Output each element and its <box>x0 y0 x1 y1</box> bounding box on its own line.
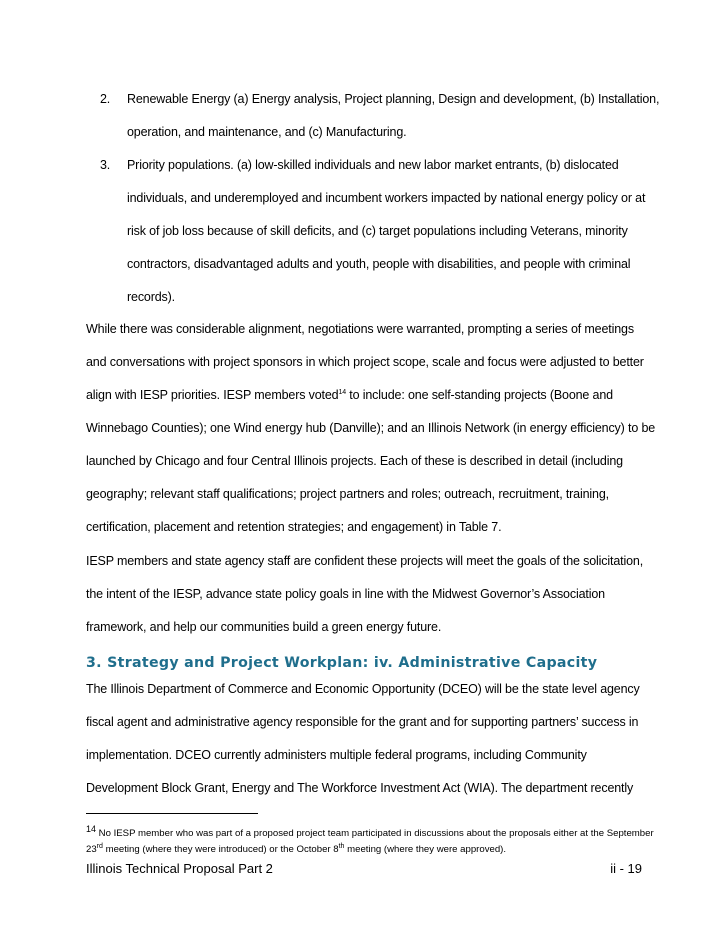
administrative-capacity-paragraph: The Illinois Department of Commerce and Economic Opportunity (DCEO) will be the state level agency fiscal agent and administrative agency responsible for the grant and for supporting partners’ success in implementation. DCEO currently administers multiple federal programs, including Community Development Block Grant, Energy and The Workforce Investment Act (WIA). The department recently <box>86 682 640 795</box>
ordinal-suffix: rd <box>96 842 103 850</box>
priority-list <box>100 83 660 314</box>
list-item-number: 3. <box>100 158 111 172</box>
paragraph-text: While there was considerable alignment, negotiations were warranted, prompting a series of meetings and conversations with project sponsors in which project scope, scale and focus were adjusted to better align with IESP priorities. IESP members voted <box>86 322 644 402</box>
footnote-reference[interactable]: 14 <box>338 388 346 396</box>
footnote-text: No IESP member who was part of a proposed project team participated in discussions about the proposals either at the September 23 <box>86 828 654 855</box>
footnote-separator <box>86 813 258 814</box>
list-item-number: 2. <box>100 92 111 106</box>
list-item <box>100 149 660 314</box>
list-item-text: Priority populations. (a) low-skilled individuals and new labor market entrants, (b) dislocated individuals, and underemployed and incumbent workers impacted by national energy policy or at risk of job loss because of skill deficits, and (c) target populations including Veterans, minority contractors, disadvantaged adults and youth, people with disabilities, and people with criminal records). <box>127 158 646 304</box>
section-heading: 3. Strategy and Project Workplan: iv. Administrative Capacity <box>86 655 598 671</box>
confidence-paragraph: IESP members and state agency staff are confident these projects will meet the goals of the solicitation, the intent of the IESP, advance state policy goals in line with the Midwest Governor’s Association framework, and help our communities build a green energy future. <box>86 554 644 634</box>
list-item-text: Renewable Energy (a) Energy analysis, Project planning, Design and development, (b) Installation, operation, and maintenance, and (c) Manufacturing. <box>127 92 660 139</box>
footnote <box>86 823 656 858</box>
footnote-number: 14 <box>86 823 97 834</box>
footnote-text: meeting (where they were approved). <box>344 844 507 855</box>
ordinal-suffix: th <box>338 842 345 850</box>
footer-page-number: ii - 19 <box>610 861 642 876</box>
footer-document-title: Illinois Technical Proposal Part 2 <box>86 861 273 876</box>
paragraph-text: to include: one self-standing projects (Boone and Winnebago Counties); one Wind energy hub (Danville); and an Illinois Network (in energy efficiency) to be launched by Chicago and four Central Illinois projects. Each of these is described in detail (including geography; relevant staff qualifications; project partners and roles; outreach, recruitment, training, certification, placement and retention strategies; and engagement) in Table 7. <box>86 388 656 534</box>
alignment-paragraph <box>86 313 656 544</box>
list-item <box>100 83 660 149</box>
footnote-text: meeting (where they were introduced) or the October 8 <box>102 844 339 855</box>
